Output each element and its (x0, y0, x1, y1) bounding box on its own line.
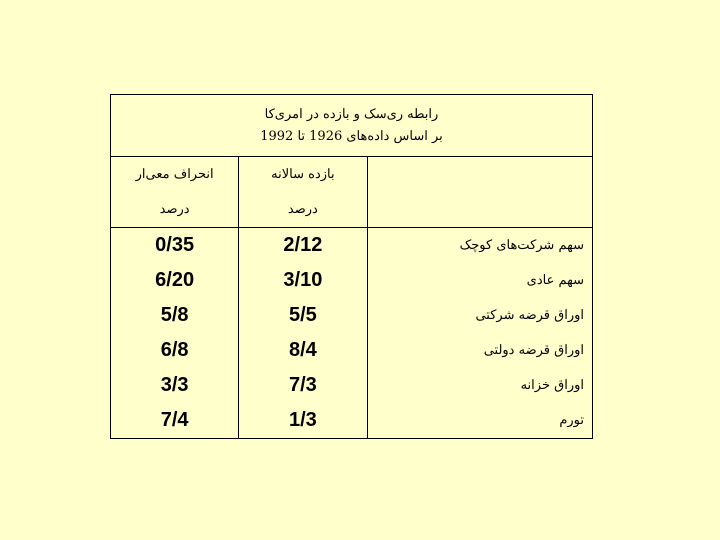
asset-label: اوراق خزانه (367, 368, 593, 403)
risk-return-table (110, 94, 593, 439)
std-dev-cell: 0/35 (111, 228, 239, 264)
std-dev-cell: 6/8 (111, 333, 239, 368)
annual-return-cell: 3/10 (239, 263, 367, 298)
std-dev-cell: 6/20 (111, 263, 239, 298)
std-dev-cell: 5/8 (111, 298, 239, 333)
asset-label: اوراق قرضه دولتی (367, 333, 593, 368)
annual-return-cell: 2/12 (239, 228, 367, 264)
asset-label: تورم (367, 403, 593, 439)
unit-std-dev: درصد (111, 192, 239, 228)
header-annual-return: بازده سالانه (239, 157, 367, 193)
table-row (111, 333, 593, 368)
title-line-2: بر اساس داده‌های 1926 تا 1992 (260, 128, 443, 144)
table-row (111, 228, 593, 264)
annual-return-cell: 7/3 (239, 368, 367, 403)
annual-return-cell: 5/5 (239, 298, 367, 333)
table-row (111, 403, 593, 439)
annual-return-cell: 8/4 (239, 333, 367, 368)
table-row (111, 368, 593, 403)
header-empty (367, 157, 593, 193)
asset-label: سهم عادی (367, 263, 593, 298)
title-line-1: رابطه ری‌سک و بازده در امری‌کا (264, 106, 439, 122)
asset-label: سهم شرکت‌های کوچک (367, 228, 593, 264)
unit-empty (367, 192, 593, 228)
table-row (111, 263, 593, 298)
table-row (111, 298, 593, 333)
std-dev-cell: 7/4 (111, 403, 239, 439)
asset-label: اوراق قرضه شرکتی (367, 298, 593, 333)
annual-return-cell: 1/3 (239, 403, 367, 439)
header-std-dev: انحراف معی‌ار (111, 157, 239, 193)
unit-annual-return: درصد (239, 192, 367, 228)
std-dev-cell: 3/3 (111, 368, 239, 403)
table-title (111, 95, 593, 157)
